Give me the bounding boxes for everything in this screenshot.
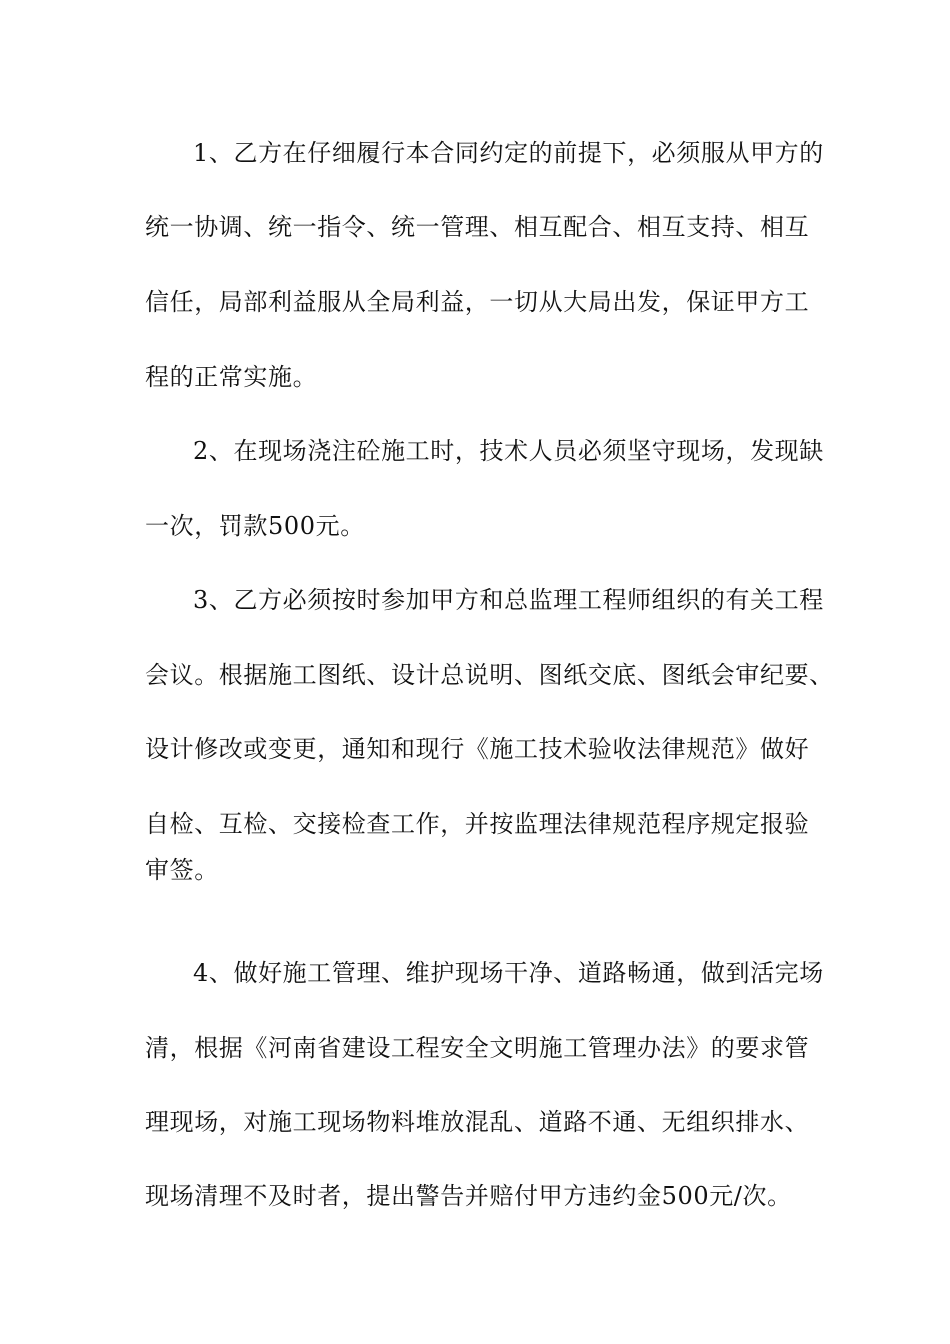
paragraph-line: 清，根据《河南省建设工程安全文明施工管理办法》的要求管 [145, 1034, 810, 1062]
paragraph-line: 理现场，对施工现场物料堆放混乱、道路不通、无组织排水、 [145, 1108, 810, 1136]
paragraph-line: 自检、互检、交接检查工作，并按监理法律规范程序规定报验 [145, 810, 810, 838]
paragraph-line: 一次，罚款500元。 [145, 512, 365, 540]
paragraph-line: 设计修改或变更，通知和现行《施工技术验收法律规范》做好 [145, 735, 810, 763]
paragraph-line: 2、在现场浇注砼施工时，技术人员必须坚守现场，发现缺 [193, 437, 824, 465]
paragraph-line: 现场清理不及时者，提出警告并赔付甲方违约金500元/次。 [145, 1182, 792, 1210]
paragraph-line: 3、乙方必须按时参加甲方和总监理工程师组织的有关工程 [193, 586, 824, 614]
paragraph-line: 1、乙方在仔细履行本合同约定的前提下，必须服从甲方的 [193, 139, 824, 167]
paragraph-line: 程的正常实施。 [145, 363, 318, 391]
paragraph-line: 审签。 [145, 856, 219, 884]
paragraph-line: 统一协调、统一指令、统一管理、相互配合、相互支持、相互 [145, 213, 810, 241]
paragraph-line: 信任，局部利益服从全局利益，一切从大局出发，保证甲方工 [145, 288, 810, 316]
paragraph-line: 会议。根据施工图纸、设计总说明、图纸交底、图纸会审纪要、 [145, 661, 834, 689]
paragraph-line: 4、做好施工管理、维护现场干净、道路畅通，做到活完场 [193, 959, 824, 987]
